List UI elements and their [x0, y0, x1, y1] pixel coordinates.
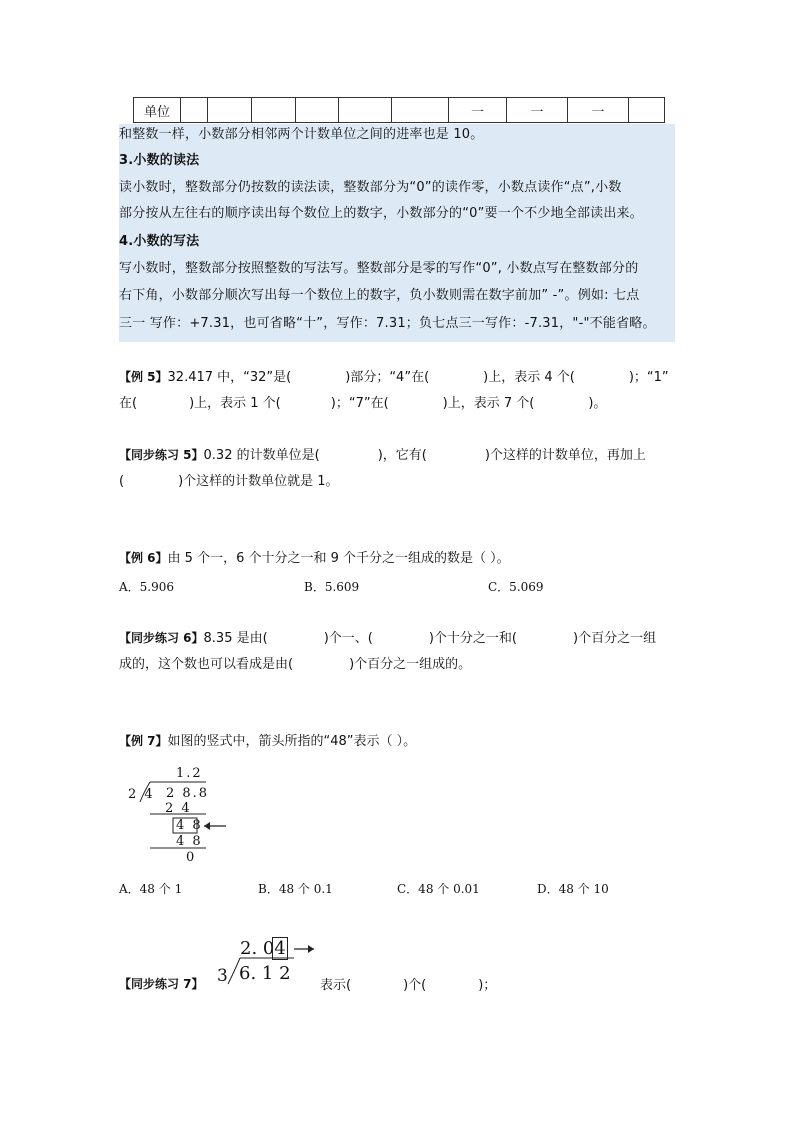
- subtrahend-1: 2 4: [165, 801, 192, 816]
- practice-7-label: [119, 974, 204, 995]
- rate-line: 和整数一样，小数部分相邻两个计数单位之间的进率也是 10。: [119, 127, 484, 142]
- unit-table: [133, 97, 665, 123]
- boxed-48: 4 8: [176, 818, 203, 833]
- text: )；: [478, 978, 497, 993]
- text: 0.32 的计数单位是(: [203, 448, 320, 463]
- text: 成的，这个数也可以看成是由(: [119, 657, 294, 672]
- writing-line-1: 写小数时，整数部分按照整数的写法写。整数部分是零的写作“0”, 小数点写在整数部分的: [119, 261, 639, 276]
- practice-7-dividend: 6. 1 2: [239, 963, 291, 984]
- text: )；“1”: [628, 370, 669, 385]
- unit-cell: 一: [568, 98, 629, 123]
- text: (: [119, 474, 125, 489]
- unit-cell: [339, 98, 392, 123]
- practice-6-line-1: [119, 628, 656, 649]
- practice-5-label: 【同步练习 5】: [119, 448, 204, 462]
- unit-cell: [392, 98, 449, 123]
- unit-header-cell: 单位: [134, 98, 181, 123]
- text: )个百分之一组: [573, 631, 657, 646]
- writing-line-3: 三一 写作：+7.31，也可省略“十”，写作：7.31；负七点三一写作：-7.31，"-"不能省略。: [119, 316, 656, 331]
- text: )个十分之一和(: [428, 631, 517, 646]
- option-d[interactable]: D．48 个 10: [537, 882, 609, 896]
- quotient-digits: 2. 0: [240, 938, 275, 959]
- text: )个一、(: [323, 631, 373, 646]
- text: 如图的竖式中，箭头所指的“48”表示（ ）。: [167, 734, 417, 749]
- text: )个百分之一组成的。: [349, 657, 472, 672]
- remainder: 0: [186, 850, 197, 865]
- text: 表示(: [320, 978, 352, 993]
- text: )，它有(: [377, 448, 427, 463]
- quotient: 1.2: [176, 766, 203, 781]
- example-5-label: 【例 5】: [119, 370, 168, 384]
- text: 在(: [119, 396, 138, 411]
- unit-cell: 一: [507, 98, 568, 123]
- example-7-label: 【例 7】: [119, 734, 168, 748]
- example-6-label: 【例 6】: [119, 551, 168, 565]
- knowledge-box: [119, 124, 675, 342]
- divisor: 2 4: [128, 787, 155, 802]
- option-b[interactable]: B．5.609: [304, 580, 360, 594]
- text: )上，表示 4 个(: [483, 370, 575, 385]
- reading-line-2: 部分按从左往右的顺序读出每个数位上的数字，小数部分的“0”要一个不少地全部读出来。: [119, 206, 643, 221]
- text: 8.35 是由(: [203, 631, 268, 646]
- option-c[interactable]: C．5.069: [488, 580, 544, 594]
- heading-reading: 3.小数的读法: [119, 153, 200, 168]
- example-5-line-1: [119, 367, 669, 388]
- boxed-digit: 4: [272, 937, 288, 960]
- text: )。: [588, 396, 607, 411]
- unit-cell: [629, 98, 665, 123]
- practice-6-line-2: [119, 655, 471, 675]
- unit-cell: [252, 98, 296, 123]
- reading-line-1: 读小数时，整数部分仍按数的读法读，整数部分为“0”的读作零，小数点读作“点”,小数: [119, 180, 622, 195]
- unit-cell: [208, 98, 252, 123]
- option-a[interactable]: A．48 个 1: [119, 882, 183, 896]
- unit-cell: [296, 98, 339, 123]
- text: )个这样的计数单位就是 1。: [178, 474, 339, 489]
- practice-6-label: 【同步练习 6】: [119, 631, 204, 645]
- example-6-question: [119, 548, 510, 569]
- text: )上，表示 1 个(: [189, 396, 281, 411]
- example-7-question: [119, 731, 416, 752]
- unit-cell: [181, 98, 208, 123]
- practice-5-line-2: [119, 472, 339, 492]
- practice-7-answer-line: [320, 976, 496, 996]
- heading-writing: 4.小数的写法: [119, 234, 200, 249]
- practice-5-line-1: [119, 445, 646, 466]
- option-c[interactable]: C．48 个 0.01: [397, 882, 480, 896]
- option-b[interactable]: B．48 个 0.1: [258, 882, 333, 896]
- text: )个(: [403, 978, 427, 993]
- writing-line-2: 右下角，小数部分顺次写出每一个数位上的数字，负小数则需在数字前加” -”。例如: 七点: [119, 288, 640, 303]
- text: )上，表示 7 个(: [442, 396, 535, 411]
- example-5-line-2: [119, 394, 606, 414]
- subtrahend-2: 4 8: [176, 834, 203, 849]
- text: 由 5 个一，6 个十分之一和 9 个千分之一组成的数是（ ）。: [167, 551, 510, 566]
- unit-cell: 一: [449, 98, 507, 123]
- text: )；“7”在(: [330, 396, 389, 411]
- option-a[interactable]: A．5.906: [119, 580, 175, 594]
- text: 32.417 中，“32”是(: [167, 370, 292, 385]
- dividend: 2 8.8: [166, 786, 210, 801]
- text: )个这样的计数单位，再加上: [484, 448, 646, 463]
- label-text: 【同步练习 7】: [119, 977, 204, 991]
- text: )部分；“4”在(: [345, 370, 430, 385]
- practice-7-divisor: 3: [217, 966, 228, 986]
